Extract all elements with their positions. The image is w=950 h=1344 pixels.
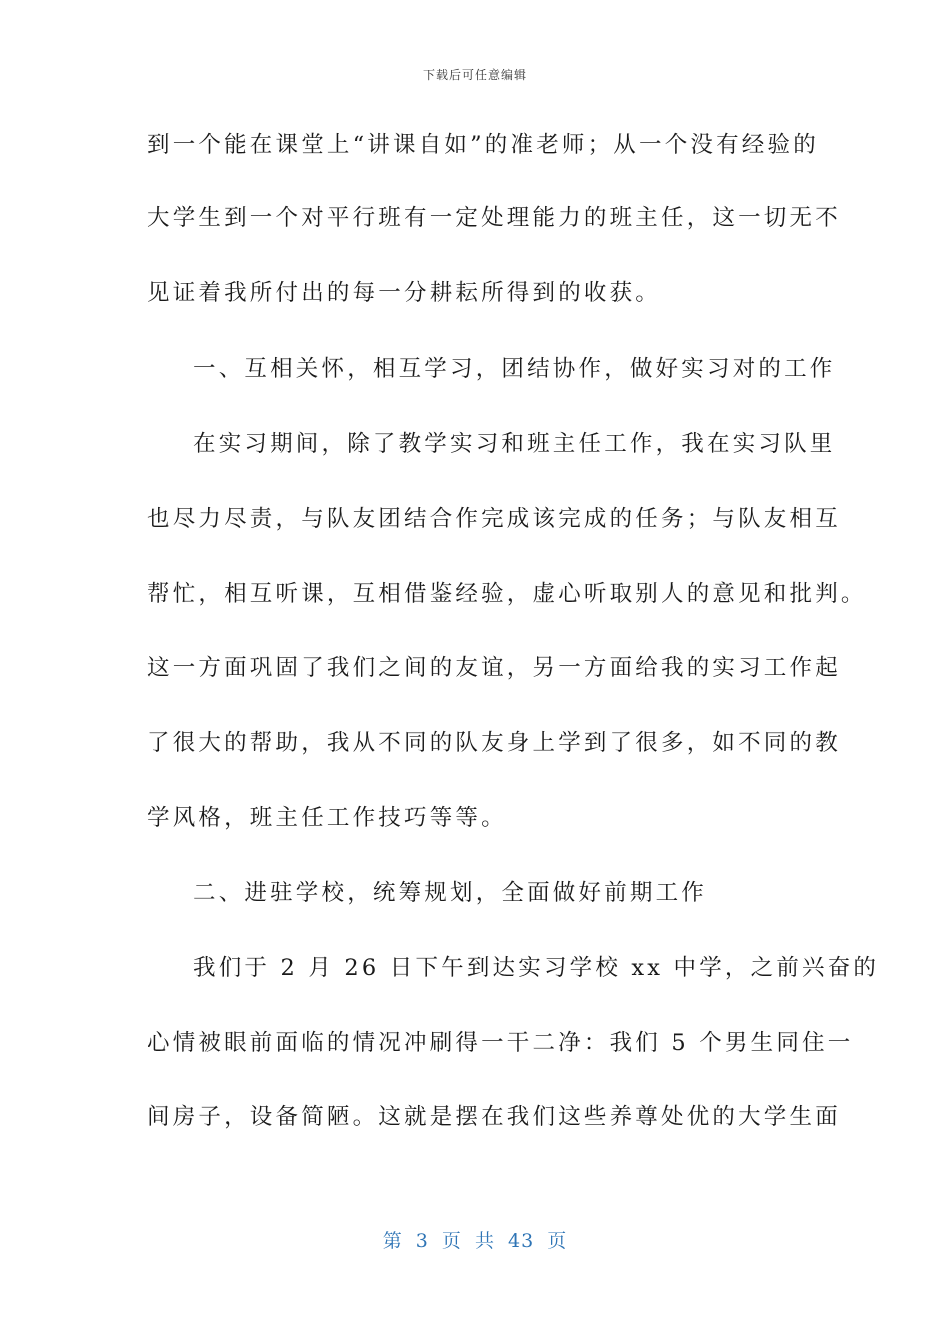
text-line: 我们于 2 月 26 日下午到达实习学校 xx 中学，之前兴奋的 [193, 955, 880, 981]
text-line: 帮忙，相互听课，互相借鉴经验，虚心听取别人的意见和批判。 [147, 581, 867, 607]
text-line: 见证着我所付出的每一分耕耘所得到的收获。 [147, 280, 662, 306]
text-line: 也尽力尽责，与队友团结合作完成该完成的任务；与队友相互 [147, 506, 841, 532]
text-line: 学风格，班主任工作技巧等等。 [147, 805, 507, 831]
text-line: 间房子，设备简陋。这就是摆在我们这些养尊处优的大学生面 [147, 1104, 841, 1130]
text-line: 了很大的帮助，我从不同的队友身上学到了很多，如不同的教 [147, 730, 841, 756]
section-heading: 二、进驻学校，统筹规划，全面做好前期工作 [193, 880, 708, 906]
page-header: 下载后可任意编辑 [422, 68, 527, 82]
section-heading: 一、互相关怀，相互学习，团结协作，做好实习对的工作 [193, 356, 836, 382]
text-line: 大学生到一个对平行班有一定处理能力的班主任，这一切无不 [147, 205, 841, 231]
text-line: 在实习期间，除了教学实习和班主任工作，我在实习队里 [193, 431, 836, 457]
page-number-footer: 第 3 页 共 43 页 [382, 1230, 568, 1252]
text-line: 这一方面巩固了我们之间的友谊，另一方面给我的实习工作起 [147, 655, 841, 681]
text-line: 心情被眼前面临的情况冲刷得一干二净：我们 5 个男生同住一 [147, 1030, 854, 1056]
text-line: 到一个能在课堂上“讲课自如”的准老师；从一个没有经验的 [147, 132, 819, 158]
